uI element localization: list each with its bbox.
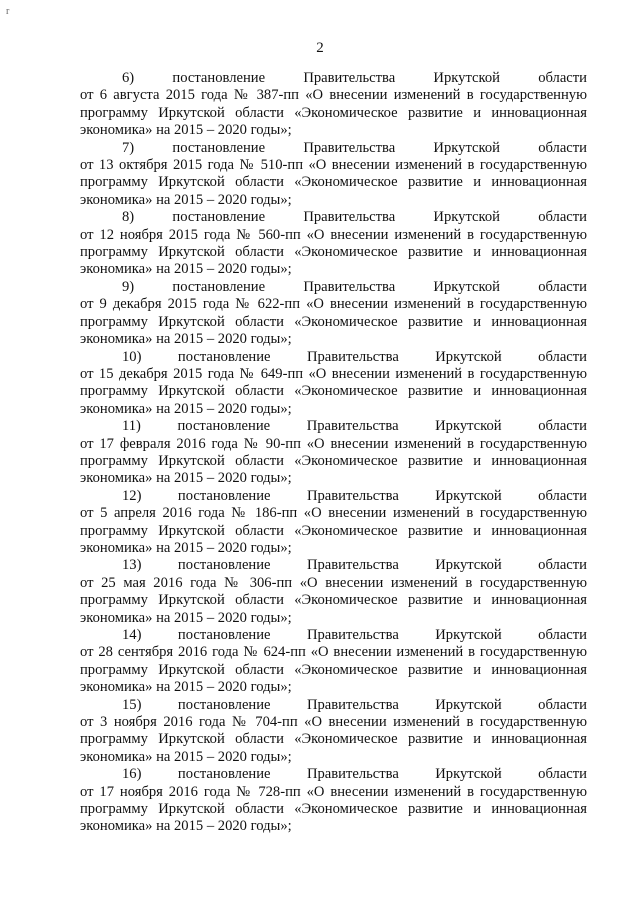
item-text-line: экономика» на 2015 – 2020 годы»; bbox=[80, 818, 292, 835]
region-type: области bbox=[538, 487, 587, 504]
region-name: Иркутской bbox=[433, 209, 500, 226]
item-text-line: от 17 февраля 2016 года № 90-пп «О внесении изменений в государственную bbox=[80, 435, 587, 452]
list-item bbox=[80, 140, 587, 210]
item-number: 6) bbox=[122, 70, 135, 86]
document-type: постановление bbox=[172, 139, 266, 156]
list-item bbox=[80, 349, 587, 419]
item-text-line: программу Иркутской области «Экономическое развитие и инновационная bbox=[80, 731, 587, 748]
region-type: области bbox=[538, 696, 587, 713]
document-type: постановление bbox=[177, 418, 271, 435]
item-text-line: экономика» на 2015 – 2020 годы»; bbox=[80, 679, 292, 696]
list-item bbox=[80, 627, 587, 697]
item-text-line: экономика» на 2015 – 2020 годы»; bbox=[80, 331, 292, 348]
region-name: Иркутской bbox=[435, 487, 502, 504]
list-item bbox=[80, 488, 587, 558]
item-heading-line bbox=[80, 697, 587, 714]
item-text-line: от 3 ноября 2016 года № 704-пп «О внесении изменений в государственную bbox=[80, 714, 587, 731]
document-body bbox=[80, 70, 587, 836]
item-heading-line bbox=[80, 418, 587, 435]
item-heading-line bbox=[80, 557, 587, 574]
issuer: Правительства bbox=[303, 209, 396, 226]
item-text-line: от 9 декабря 2015 года № 622-пп «О внесении изменений в государственную bbox=[80, 296, 587, 313]
item-text-line: экономика» на 2015 – 2020 годы»; bbox=[80, 400, 292, 417]
issuer: Правительства bbox=[303, 139, 396, 156]
item-text-line: экономика» на 2015 – 2020 годы»; bbox=[80, 609, 292, 626]
issuer: Правительства bbox=[306, 418, 399, 435]
document-type: постановление bbox=[177, 696, 271, 713]
item-text-line: от 15 декабря 2015 года № 649-пп «О внесении изменений в государственную bbox=[80, 365, 587, 382]
issuer: Правительства bbox=[306, 766, 399, 783]
region-name: Иркутской bbox=[435, 557, 502, 574]
document-type: постановление bbox=[177, 766, 271, 783]
region-type: области bbox=[538, 557, 587, 574]
item-number: 16) bbox=[122, 766, 142, 783]
document-type: постановление bbox=[177, 557, 271, 574]
item-text-line: от 25 мая 2016 года № 306-пп «О внесении изменений в государственную bbox=[80, 574, 587, 591]
issuer: Правительства bbox=[306, 696, 399, 713]
item-heading-line bbox=[80, 488, 587, 505]
item-text-line: программу Иркутской области «Экономическое развитие и инновационная bbox=[80, 244, 587, 261]
region-name: Иркутской bbox=[435, 766, 502, 783]
item-text-line: программу Иркутской области «Экономическое развитие и инновационная bbox=[80, 383, 587, 400]
region-name: Иркутской bbox=[433, 139, 500, 156]
item-number: 7) bbox=[122, 139, 135, 156]
document-type: постановление bbox=[177, 487, 271, 504]
region-name: Иркутской bbox=[435, 348, 502, 365]
list-item bbox=[80, 766, 587, 836]
item-text-line: от 17 ноября 2016 года № 728-пп «О внесении изменений в государственную bbox=[80, 783, 587, 800]
item-text-line: программу Иркутской области «Экономическое развитие и инновационная bbox=[80, 174, 587, 191]
issuer: Правительства bbox=[306, 557, 399, 574]
issuer: Правительства bbox=[306, 348, 399, 365]
item-number: 12) bbox=[122, 487, 142, 504]
item-text-line: программу Иркутской области «Экономическое развитие и инновационная bbox=[80, 661, 587, 678]
region-type: области bbox=[538, 209, 587, 226]
item-heading-line bbox=[80, 349, 587, 366]
document-type: постановление bbox=[172, 278, 266, 295]
item-text-line: программу Иркутской области «Экономическое развитие и инновационная bbox=[80, 801, 587, 818]
region-type: области bbox=[538, 418, 587, 435]
item-text-line: от 5 апреля 2016 года № 186-пп «О внесении изменений в государственную bbox=[80, 505, 587, 522]
list-item bbox=[80, 70, 587, 140]
region-type: области bbox=[538, 766, 587, 783]
item-number: 15) bbox=[122, 696, 142, 713]
region-type: области bbox=[538, 278, 587, 295]
item-heading-line bbox=[80, 70, 587, 87]
region-type: области bbox=[538, 627, 587, 643]
item-number: 11) bbox=[122, 418, 141, 435]
item-number: 9) bbox=[122, 278, 135, 295]
list-item bbox=[80, 209, 587, 279]
region-name: Иркутской bbox=[435, 418, 502, 435]
region-name: Иркутской bbox=[435, 696, 502, 713]
document-type: постановление bbox=[172, 70, 266, 86]
issuer: Правительства bbox=[303, 70, 396, 86]
item-text-line: программу Иркутской области «Экономическое развитие и инновационная bbox=[80, 522, 587, 539]
item-heading-line bbox=[80, 209, 587, 226]
list-item bbox=[80, 279, 587, 349]
corner-mark: r bbox=[6, 6, 10, 17]
document-type: постановление bbox=[177, 348, 271, 365]
region-type: области bbox=[538, 70, 587, 86]
issuer: Правительства bbox=[303, 278, 396, 295]
item-heading-line bbox=[80, 279, 587, 296]
item-heading-line bbox=[80, 627, 587, 644]
item-heading-line bbox=[80, 140, 587, 157]
item-text-line: экономика» на 2015 – 2020 годы»; bbox=[80, 748, 292, 765]
item-text-line: от 28 сентября 2016 года № 624-пп «О внесении изменений в государственную bbox=[80, 644, 587, 661]
item-number: 8) bbox=[122, 209, 135, 226]
item-text-line: от 12 ноября 2015 года № 560-пп «О внесении изменений в государственную bbox=[80, 226, 587, 243]
region-name: Иркутской bbox=[433, 278, 500, 295]
item-text-line: экономика» на 2015 – 2020 годы»; bbox=[80, 261, 292, 278]
item-text-line: программу Иркутской области «Экономическое развитие и инновационная bbox=[80, 452, 587, 469]
item-text-line: от 6 августа 2015 года № 387-пп «О внесении изменений в государственную bbox=[80, 87, 587, 104]
document-type: постановление bbox=[172, 209, 266, 226]
item-text-line: программу Иркутской области «Экономическое развитие и инновационная bbox=[80, 313, 587, 330]
list-item bbox=[80, 557, 587, 627]
list-item bbox=[80, 697, 587, 767]
item-number: 10) bbox=[122, 348, 142, 365]
page-number: 2 bbox=[316, 40, 324, 56]
item-text-line: программу Иркутской области «Экономическое развитие и инновационная bbox=[80, 592, 587, 609]
item-text-line: экономика» на 2015 – 2020 годы»; bbox=[80, 191, 292, 208]
issuer: Правительства bbox=[306, 627, 399, 643]
region-name: Иркутской bbox=[435, 627, 502, 643]
document-type: постановление bbox=[177, 627, 271, 643]
region-type: области bbox=[538, 348, 587, 365]
item-text-line: экономика» на 2015 – 2020 годы»; bbox=[80, 122, 292, 139]
item-number: 13) bbox=[122, 557, 142, 574]
item-text-line: экономика» на 2015 – 2020 годы»; bbox=[80, 539, 292, 556]
list-item bbox=[80, 418, 587, 488]
item-text-line: от 13 октября 2015 года № 510-пп «О внесении изменений в государственную bbox=[80, 157, 587, 174]
item-text-line: программу Иркутской области «Экономическое развитие и инновационная bbox=[80, 104, 587, 121]
item-number: 14) bbox=[122, 627, 142, 643]
region-type: области bbox=[538, 139, 587, 156]
item-heading-line bbox=[80, 766, 587, 783]
issuer: Правительства bbox=[306, 487, 399, 504]
item-text-line: экономика» на 2015 – 2020 годы»; bbox=[80, 470, 292, 487]
region-name: Иркутской bbox=[433, 70, 500, 86]
